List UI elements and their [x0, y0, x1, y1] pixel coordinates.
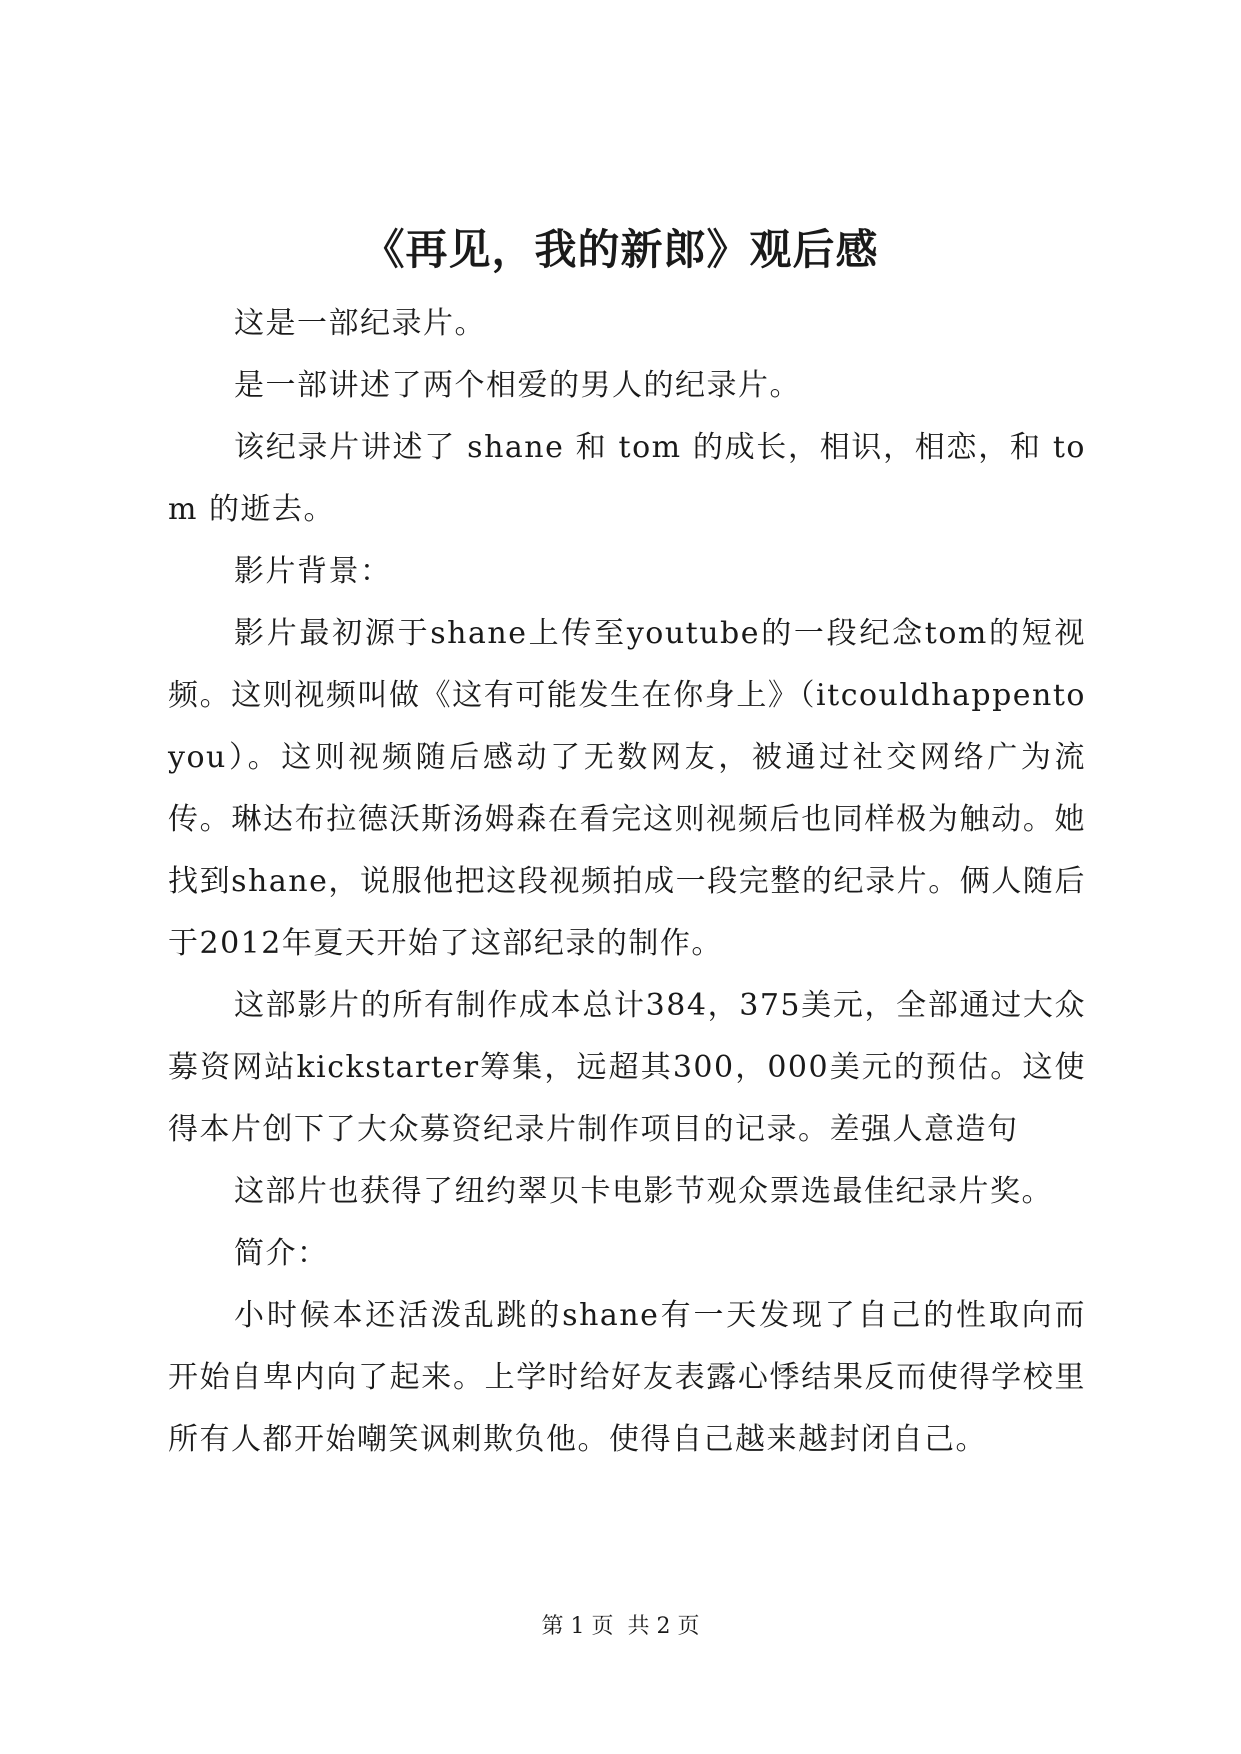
page-number: 第 1 页 共 2 页 — [541, 1614, 700, 1639]
paragraph: 小时候本还活泼乱跳的shane有一天发现了自己的性取向而开始自卑内向了起来。上学时给好友表露心悸结果反而使得学校里所有人都开始嘲笑讽刺欺负他。使得自己越来越封闭自己。 — [168, 1298, 1086, 1457]
paragraph: 该纪录片讲述了 shane 和 tom 的成长，相识，相恋，和 tom 的逝去。 — [168, 430, 1086, 527]
document-body — [168, 293, 1086, 1471]
paragraph: 是一部讲述了两个相爱的男人的纪录片。 — [234, 368, 801, 403]
paragraph: 这部片也获得了纽约翠贝卡电影节观众票选最佳纪录片奖。 — [234, 1174, 1053, 1209]
paragraph: 影片背景： — [234, 554, 392, 589]
paragraph: 影片最初源于shane上传至youtube的一段纪念tom的短视频。这则视频叫做《这有可能发生在你身上》（itcouldhappentoyou）。这则视频随后感动了无数网友，被通过社交网络广为流传。琳达布拉德沃斯汤姆森在看完这则视频后也同样极为触动。她找到shane，说服他把这段视频拍成一段完整的纪录片。俩人随后于2012年夏天开始了这部纪录的制作。 — [168, 616, 1086, 961]
page-footer — [0, 1612, 1241, 1642]
paragraph: 这是一部纪录片。 — [234, 306, 486, 341]
paragraph: 简介： — [234, 1236, 329, 1271]
document-title: 《再见，我的新郎》观后感 — [362, 225, 879, 274]
paragraph: 这部影片的所有制作成本总计384，375美元，全部通过大众募资网站kickstarter筹集，远超其300，000美元的预估。这使得本片创下了大众募资纪录片制作项目的记录。差强人意造句 — [168, 988, 1086, 1147]
